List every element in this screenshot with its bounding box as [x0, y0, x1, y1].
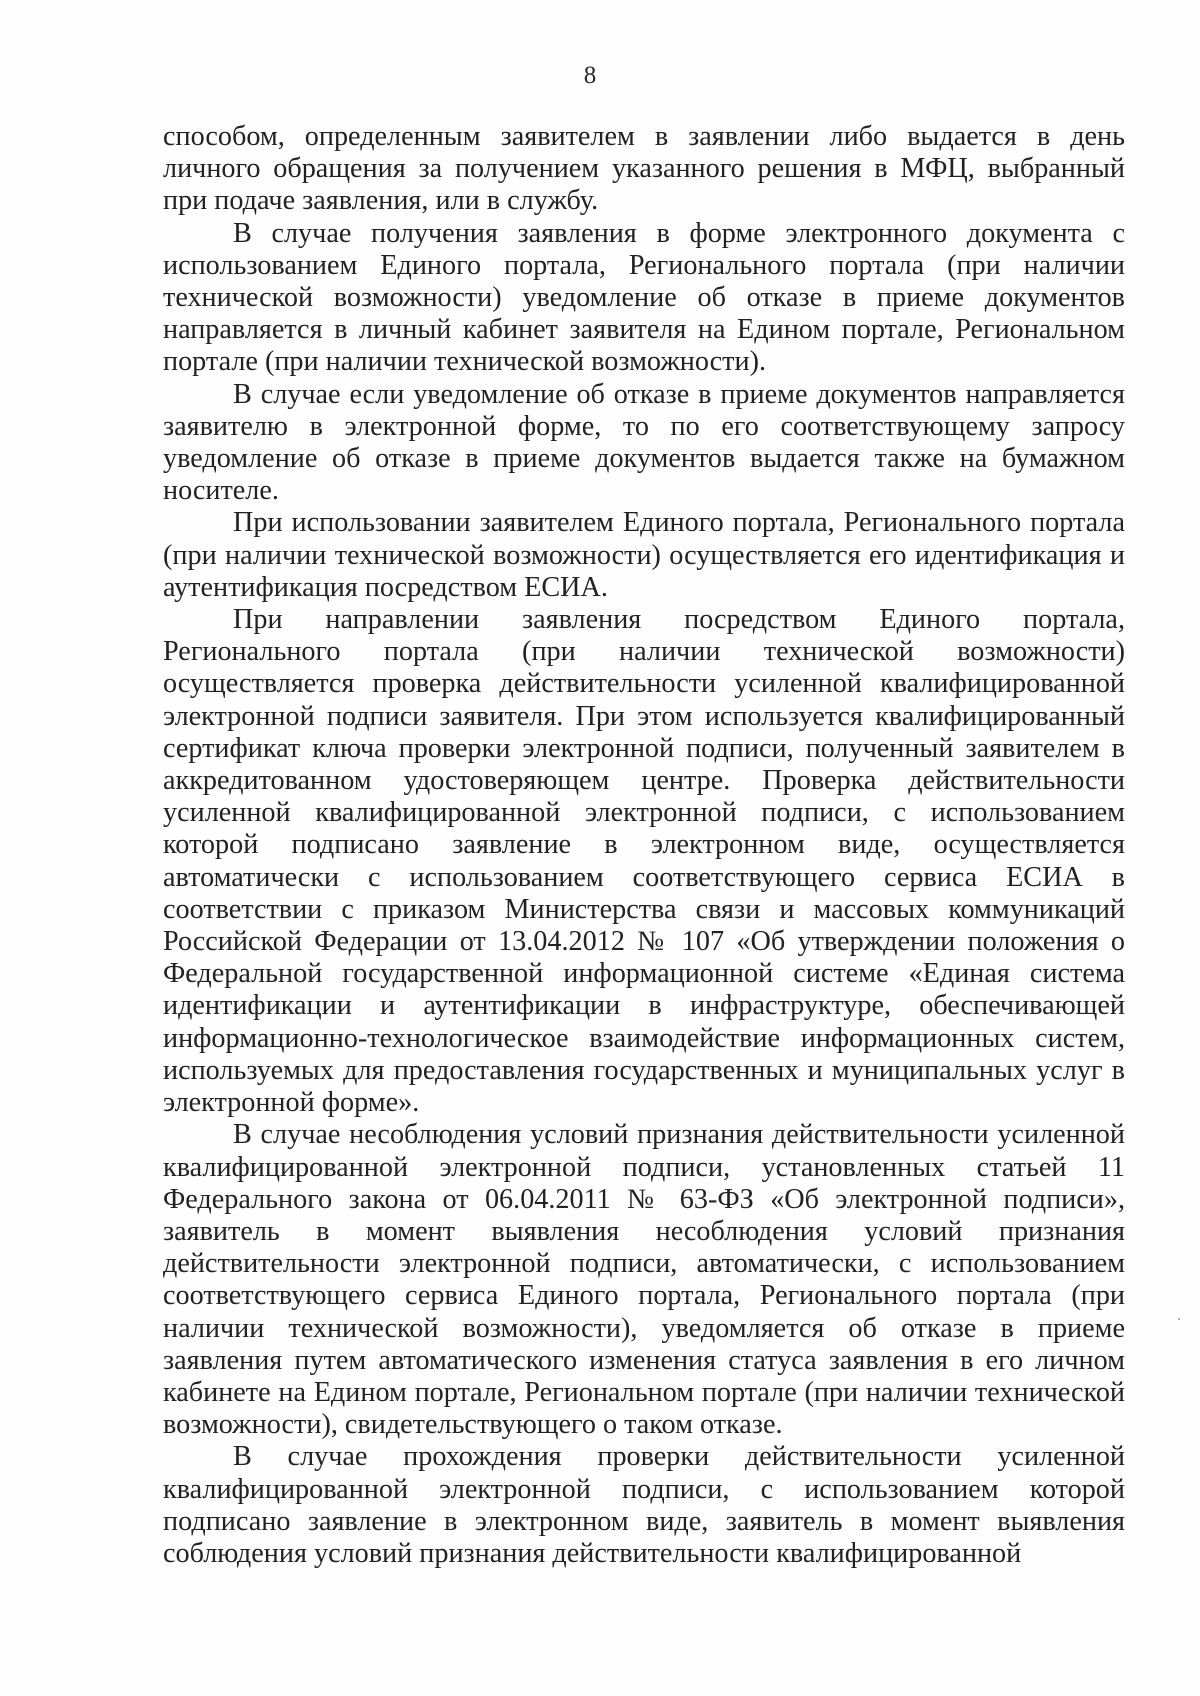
- scan-artifact: [1178, 1318, 1180, 1320]
- paragraph-continuation: способом, определенным заявителем в заявлении либо выдается в день личного обращения за получением указанного решения в МФЦ, выбранный при подаче заявления, или в службу.: [163, 121, 1125, 217]
- paragraph-paper-notice: В случае если уведомление об отказе в приеме документов направляется заявителю в электронной форме, то по его соответствующему запросу уведомление об отказе в приеме документов выдается также на бумажном носителе.: [163, 378, 1125, 507]
- paragraph-signature-verification: При направлении заявления посредством Единого портала, Регионального портала (при наличии технической возможности) осуществляется проверка действительности усиленной квалифицированной электронной подписи заявителя. При этом используется квалифицированный сертификат ключа проверки электронной подписи, полученный заявителем в аккредитованном удостоверяющем центре. Проверка действительности усиленной квалифицированной электронной подписи, с использованием которой подписано заявление в электронном виде, осуществляется автоматически с использованием соответствующего сервиса ЕСИА в соответствии с приказом Министерства связи и массовых коммуникаций Российской Федерации от 13.04.2012 № 107 «Об утверждении положения о Федеральной государственной информационной системе «Единая система идентификации и аутентификации в инфраструктуре, обеспечивающей информационно-технологическое взаимодействие информационных систем, используемых для предоставления государственных и муниципальных услуг в электронной форме».: [163, 604, 1125, 1119]
- page-number: 8: [583, 62, 597, 89]
- page-body: [163, 121, 1125, 1570]
- paragraph-electronic-document: В случае получения заявления в форме электронного документа с использованием Единого портала, Регионального портала (при наличии технической возможности) уведомление об отказе в приеме документов направляется в личный кабинет заявителя на Едином портале, Региональном портале (при наличии технической возможности).: [163, 217, 1125, 378]
- paragraph-signature-valid: В случае прохождения проверки действительности усиленной квалифицированной электронной подписи, с использованием которой подписано заявление в электронном виде, заявитель в момент выявления соблюдения условий признания действительности квалифицированной: [163, 1441, 1125, 1569]
- paragraph-esia-identification: При использовании заявителем Единого портала, Регионального портала (при наличии технической возможности) осуществляется его идентификация и аутентификация посредством ЕСИА.: [163, 507, 1125, 603]
- paragraph-signature-invalid: В случае несоблюдения условий признания действительности усиленной квалифицированной электронной подписи, установленных статьей 11 Федерального закона от 06.04.2011 № 63-ФЗ «Об электронной подписи», заявитель в момент выявления несоблюдения условий признания действительности электронной подписи, автоматически, с использованием соответствующего сервиса Единого портала, Регионального портала (при наличии технической возможности), уведомляется об отказе в приеме заявления путем автоматического изменения статуса заявления в его личном кабинете на Едином портале, Региональном портале (при наличии технической возможности), свидетельствующего о таком отказе.: [163, 1119, 1125, 1441]
